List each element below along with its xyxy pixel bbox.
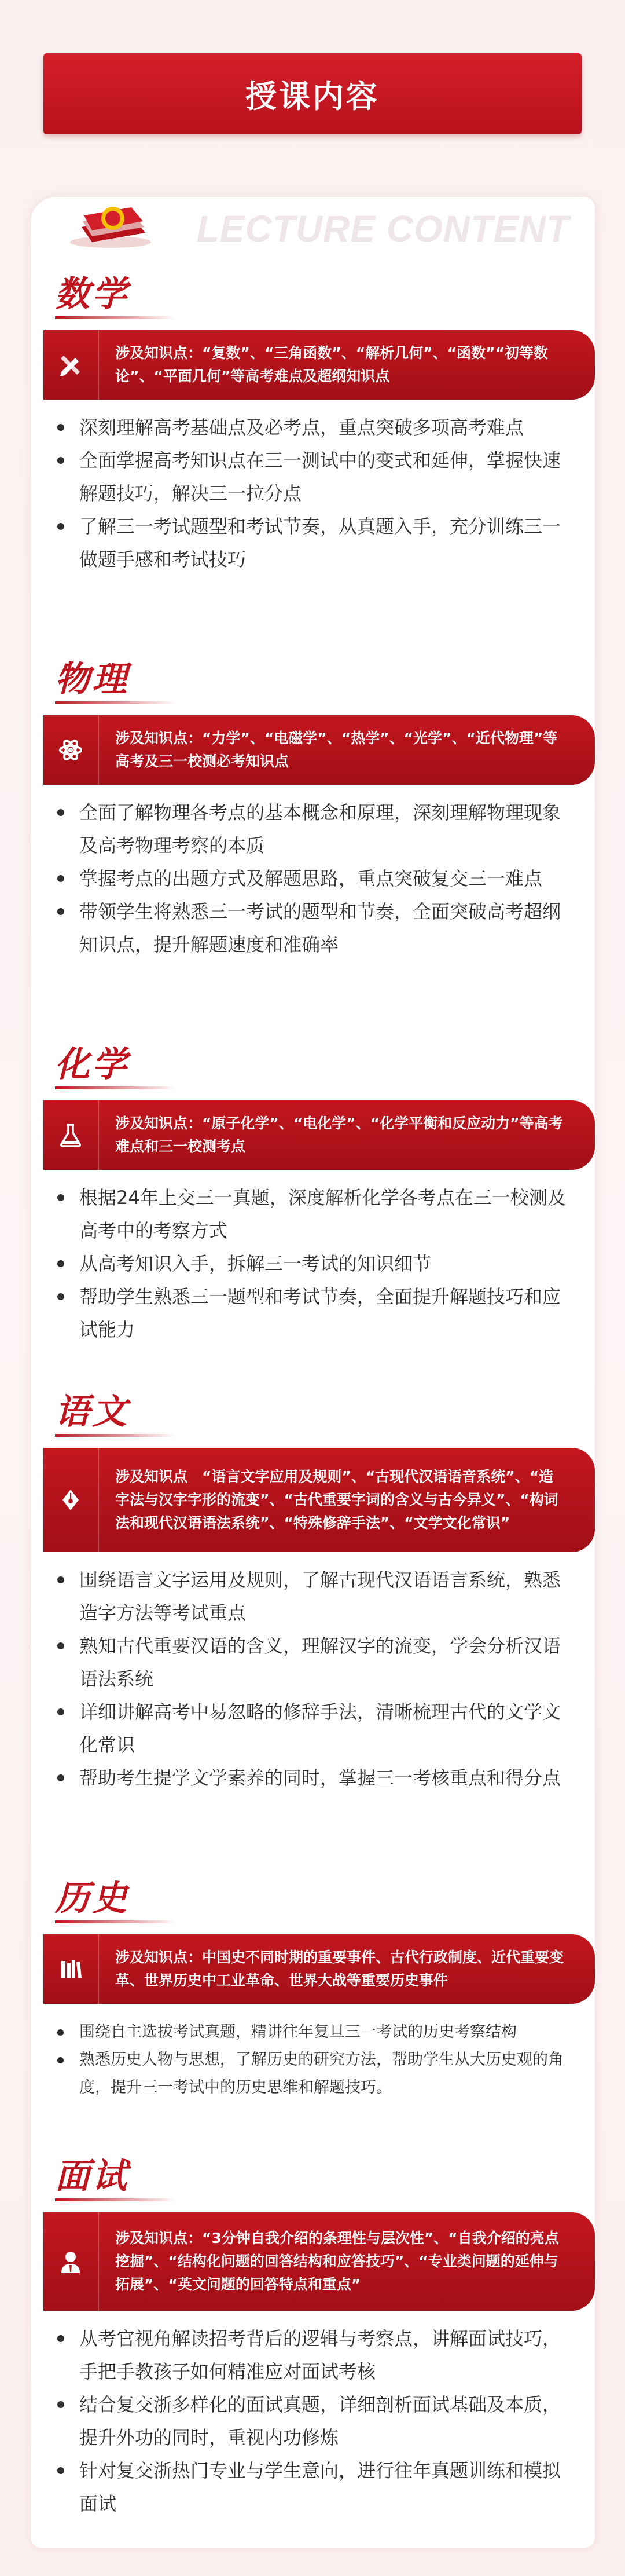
page-title: 授课内容 bbox=[245, 78, 380, 115]
bullet-list bbox=[54, 2018, 575, 2102]
bullet-list bbox=[54, 2322, 575, 2520]
section-title: 数学 bbox=[55, 274, 129, 314]
atom-icon bbox=[43, 715, 99, 785]
bullet-list bbox=[54, 1564, 575, 1795]
list-item: 围绕语言文字运用及规则，了解古现代汉语语言系统，熟悉造字方法等考试重点 bbox=[54, 1564, 575, 1630]
topic-bar bbox=[43, 1448, 595, 1552]
list-item: 围绕自主选拔考试真题，精讲往年复旦三一考试的历史考察结构 bbox=[54, 2018, 575, 2046]
topic-text: 涉及知识点 “语言文字应用及规则”、“古现代汉语语音系统”、“造字法与汉字字形的流变”、“古代重要字词的含义与古今异义”、“构词法和现代汉语语法系统”、“特殊修辞手法”、“文学文化常识” bbox=[115, 1468, 558, 1531]
list-item: 从考官视角解读招考背后的逻辑与考察点，讲解面试技巧，手把手教孩子如何精准应对面试考核 bbox=[54, 2322, 575, 2388]
title-underline bbox=[55, 316, 177, 319]
bullet-list bbox=[54, 796, 575, 961]
topic-bar bbox=[43, 330, 595, 400]
card-watermark: LECTURE CONTENT bbox=[196, 208, 569, 250]
topic-text: 涉及知识点：“3分钟自我介绍的条理性与层次性”、“自我介绍的亮点挖掘”、“结构化问题的回答结构和应答技巧”、“专业类问题的延伸与拓展”、“英文问题的回答特点和重点” bbox=[115, 2230, 559, 2293]
section-title: 面试 bbox=[55, 2156, 129, 2197]
section-title: 语文 bbox=[55, 1392, 129, 1432]
topic-text: 涉及知识点：“力学”、“电磁学”、“热学”、“光学”、“近代物理”等高考及三一校测必考知识点 bbox=[115, 730, 558, 770]
list-item: 从高考知识入手，拆解三一考试的知识细节 bbox=[54, 1247, 575, 1280]
list-item: 了解三一考试题型和考试节奏，从真题入手，充分训练三一做题手感和考试技巧 bbox=[54, 510, 575, 576]
header-banner bbox=[43, 53, 582, 134]
title-underline bbox=[55, 1086, 177, 1089]
book-emblem-icon bbox=[64, 186, 157, 250]
topic-text: 涉及知识点：中国史不同时期的重要事件、古代行政制度、近代重要变革、世界历史中工业革命、世界大战等重要历史事件 bbox=[115, 1949, 564, 1989]
list-item: 全面了解物理各考点的基本概念和原理，深刻理解物理现象及高考物理考察的本质 bbox=[54, 796, 575, 862]
bullet-list bbox=[54, 1181, 575, 1346]
section-title: 化学 bbox=[55, 1044, 129, 1085]
section-title: 物理 bbox=[55, 659, 129, 700]
list-item: 掌握考点的出题方式及解题思路，重点突破复交三一难点 bbox=[54, 862, 575, 895]
pen-nib-icon bbox=[43, 1448, 99, 1552]
list-item: 针对复交浙热门专业与学生意向，进行往年真题训练和模拟面试 bbox=[54, 2454, 575, 2520]
bullet-list bbox=[54, 411, 575, 576]
list-item: 结合复交浙多样化的面试真题，详细剖析面试基础及本质，提升外功的同时，重视内功修炼 bbox=[54, 2388, 575, 2454]
pencil-ruler-icon bbox=[43, 330, 99, 400]
books-icon bbox=[43, 1934, 99, 2004]
topic-bar bbox=[43, 1934, 595, 2004]
topic-text: 涉及知识点：“复数”、“三角函数”、“解析几何”、“函数”“初等数论”、“平面几何”等高考难点及超纲知识点 bbox=[115, 345, 548, 385]
topic-text: 涉及知识点：“原子化学”、“电化学”、“化学平衡和反应动力”等高考难点和三一校测考点 bbox=[115, 1115, 563, 1155]
list-item: 带领学生将熟悉三一考试的题型和节奏，全面突破高考超纲知识点，提升解题速度和准确率 bbox=[54, 895, 575, 961]
list-item: 详细讲解高考中易忽略的修辞手法，清晰梳理古代的文学文化常识 bbox=[54, 1696, 575, 1762]
list-item: 帮助学生熟悉三一题型和考试节奏，全面提升解题技巧和应试能力 bbox=[54, 1280, 575, 1346]
title-underline bbox=[55, 2198, 177, 2201]
person-icon bbox=[43, 2212, 99, 2311]
list-item: 熟知古代重要汉语的含义，理解汉字的流变，学会分析汉语语法系统 bbox=[54, 1630, 575, 1696]
topic-bar bbox=[43, 2212, 595, 2311]
content-card bbox=[31, 197, 595, 2548]
section-title: 历史 bbox=[55, 1878, 129, 1919]
topic-bar bbox=[43, 1100, 595, 1170]
title-underline bbox=[55, 701, 177, 704]
list-item: 深刻理解高考基础点及必考点，重点突破多项高考难点 bbox=[54, 411, 575, 444]
title-underline bbox=[55, 1434, 177, 1437]
list-item: 全面掌握高考知识点在三一测试中的变式和延伸，掌握快速解题技巧，解决三一拉分点 bbox=[54, 444, 575, 510]
list-item: 熟悉历史人物与思想，了解历史的研究方法，帮助学生从大历史观的角度，提升三一考试中的历史思维和解题技巧。 bbox=[54, 2046, 575, 2102]
topic-bar bbox=[43, 715, 595, 785]
flask-icon bbox=[43, 1100, 99, 1170]
title-underline bbox=[55, 1920, 177, 1923]
list-item: 帮助考生提学文学素养的同时，掌握三一考核重点和得分点 bbox=[54, 1762, 575, 1795]
list-item: 根据24年上交三一真题，深度解析化学各考点在三一校测及高考中的考察方式 bbox=[54, 1181, 575, 1247]
